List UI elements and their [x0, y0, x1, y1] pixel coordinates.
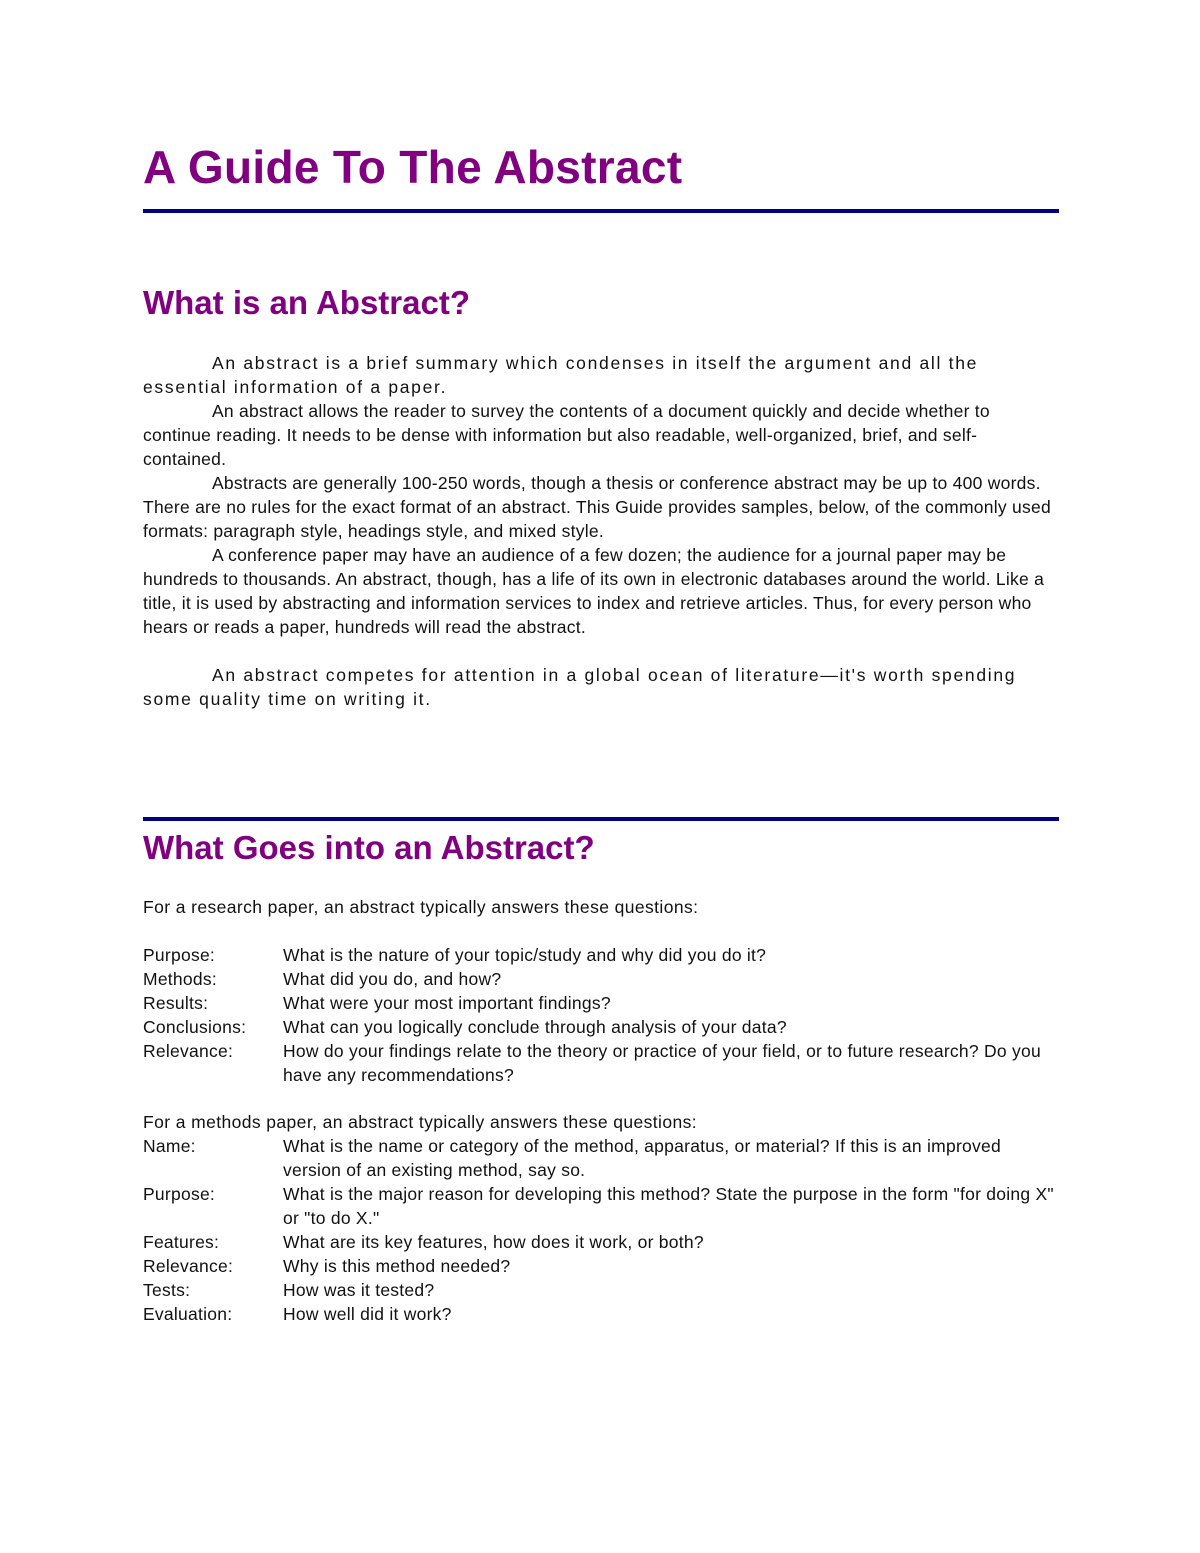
- question-text: What are its key features, how does it work, or both?: [283, 1232, 704, 1252]
- list-item: [143, 1182, 1059, 1230]
- section-divider: [143, 817, 1059, 821]
- question-text: How well did it work?: [283, 1304, 452, 1324]
- section-heading-what-goes: What Goes into an Abstract?: [143, 829, 595, 866]
- list-item: [143, 1015, 1059, 1039]
- paragraph: A conference paper may have an audience of a few dozen; the audience for a journal paper may be hundreds to thousands. An abstract, though, has a life of its own in electronic databases around the world. Like a title, it is used by abstracting and information services to index and retrieve articles. Thus, for every person who hears or reads a paper, hundreds will read the abstract.: [143, 545, 1045, 637]
- list-item: [143, 1254, 1059, 1278]
- question-label: Purpose:: [143, 945, 216, 965]
- list-item: [143, 1278, 1059, 1302]
- question-text: Why is this method needed?: [283, 1256, 511, 1276]
- list-item: [143, 1134, 1059, 1182]
- question-label: Purpose:: [143, 1184, 216, 1204]
- list-item: [143, 1302, 1059, 1326]
- question-text: What can you logically conclude through analysis of your data?: [283, 1017, 787, 1037]
- question-label: Name:: [143, 1136, 196, 1156]
- document-title: A Guide To The Abstract: [143, 141, 683, 193]
- list-item: [143, 943, 1059, 967]
- research-question-list: [143, 943, 1059, 1087]
- question-label: Methods:: [143, 969, 217, 989]
- section-what-is-body: [143, 351, 1059, 711]
- question-label: Tests:: [143, 1280, 191, 1300]
- question-label: Results:: [143, 993, 209, 1013]
- methods-intro: For a methods paper, an abstract typically answers these questions:: [143, 1112, 698, 1132]
- question-text: What did you do, and how?: [283, 969, 502, 989]
- list-item: [143, 1039, 1059, 1087]
- question-text: What is the nature of your topic/study and why did you do it?: [283, 945, 767, 965]
- section-heading-what-is: What is an Abstract?: [143, 284, 470, 321]
- question-text: How was it tested?: [283, 1280, 435, 1300]
- question-text: What is the name or category of the method, apparatus, or material? If this is an improved version of an existing method, say so.: [283, 1136, 1001, 1180]
- question-label: Relevance:: [143, 1256, 234, 1276]
- list-item: [143, 967, 1059, 991]
- paragraph: An abstract competes for attention in a global ocean of literature—it's worth spending some quality time on writing it.: [143, 665, 1017, 709]
- question-label: Relevance:: [143, 1041, 234, 1061]
- research-intro: For a research paper, an abstract typically answers these questions:: [143, 897, 699, 917]
- paragraph: Abstracts are generally 100-250 words, though a thesis or conference abstract may be up to 400 words. There are no rules for the exact format of an abstract. This Guide provides samples, below, of the commonly used formats: paragraph style, headings style, and mixed style.: [143, 473, 1051, 541]
- question-text: What is the major reason for developing this method? State the purpose in the form "for doing X" or "to do X.": [283, 1184, 1054, 1228]
- methods-question-list: [143, 1134, 1059, 1326]
- paragraph: An abstract is a brief summary which condenses in itself the argument and all the essential information of a paper.: [143, 353, 979, 397]
- list-item: [143, 1230, 1059, 1254]
- paragraph: An abstract allows the reader to survey the contents of a document quickly and decide whether to continue reading. It needs to be dense with information but also readable, well-organized, brief, and self-contained.: [143, 401, 990, 469]
- question-text: How do your findings relate to the theory or practice of your field, or to future research? Do you have any recommendations?: [283, 1041, 1041, 1085]
- question-label: Conclusions:: [143, 1017, 247, 1037]
- question-text: What were your most important findings?: [283, 993, 611, 1013]
- question-label: Features:: [143, 1232, 220, 1252]
- title-divider: [143, 209, 1059, 213]
- list-item: [143, 991, 1059, 1015]
- question-label: Evaluation:: [143, 1304, 233, 1324]
